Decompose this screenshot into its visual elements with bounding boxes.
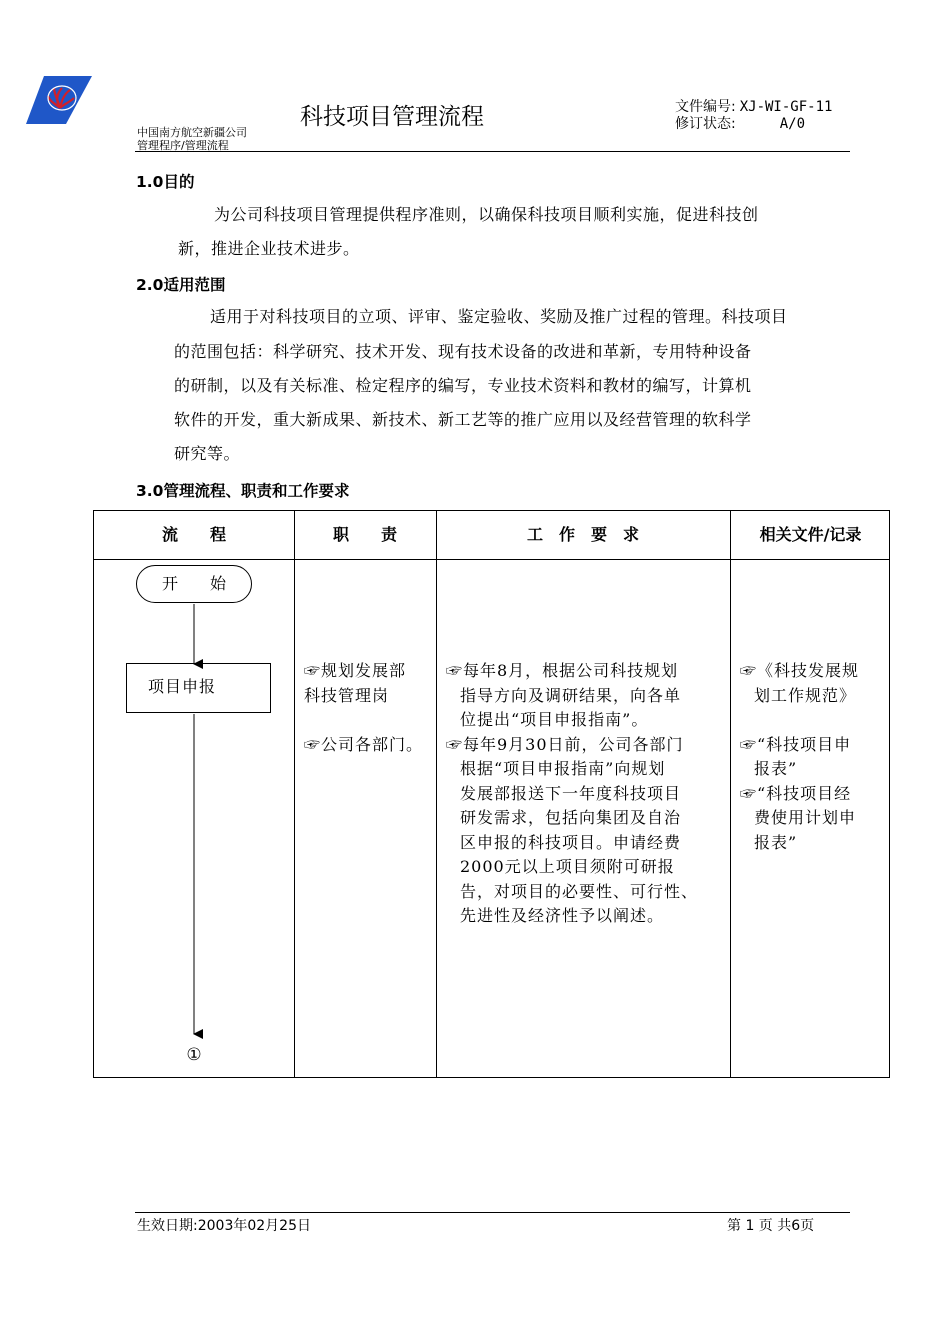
requirement-line: 位提出“项目申报指南”。: [460, 710, 649, 729]
page-title: 科技项目管理流程: [300, 104, 484, 130]
header-documents: 相关文件/记录: [759, 525, 862, 544]
flow-connector: ①: [186, 1045, 202, 1065]
document-line: ☞“科技项目经: [740, 783, 852, 803]
flowchart: [94, 560, 294, 1078]
doc-number-value: XJ-WI-GF-11: [739, 99, 833, 115]
document-line: 报表”: [754, 759, 798, 778]
revision-label: 修订状态:: [675, 116, 736, 132]
requirement-line: 2000元以上项目须附可研报: [460, 857, 675, 876]
flow-step-project-application: [126, 663, 271, 713]
flow-step-label: 项目申报: [148, 677, 217, 696]
document-line: 报表”: [754, 832, 798, 852]
requirement-line: 根据“项目申报指南”向规划: [460, 759, 666, 778]
duty-line: 科技管理岗: [304, 685, 390, 705]
section-3-heading: 3.0管理流程、职责和工作要求: [136, 482, 350, 500]
section-2-line-4: 软件的开发，重大新成果、新技术、新工艺等的推广应用以及经营管理的软科学: [174, 410, 752, 429]
column-divider-3: [730, 511, 731, 1077]
process-table: [93, 510, 890, 1078]
requirement-line: ☞每年9月30日前，公司各部门: [446, 734, 684, 754]
requirement-line: 告，对项目的必要性、可行性、: [460, 881, 699, 901]
document-line: [740, 708, 859, 733]
requirement-line: 先进性及经济性予以阐述。: [460, 906, 665, 925]
company-name: [137, 126, 247, 152]
duty-line: ☞公司各部门。: [304, 734, 424, 754]
document-line: 划工作规范》: [754, 685, 857, 705]
section-2-line-3: 的研制，以及有关标准、检定程序的编写，专业技术资料和教材的编写，计算机: [174, 376, 752, 395]
section-1-heading: 1.0目的: [136, 173, 195, 191]
requirement-line: 研发需求，包括向集团及自治: [460, 808, 682, 827]
documents-cell: [740, 659, 859, 855]
section-1-line-1: 为公司科技项目管理提供程序准则，以确保科技项目顺利实施，促进科技创: [214, 205, 759, 224]
flow-start-terminal: [136, 565, 252, 603]
section-2-line-5: 研究等。: [174, 444, 241, 463]
duty-line: [304, 708, 423, 733]
column-divider-1: [294, 511, 295, 1077]
section-1-line-2: 新，推进企业技术进步。: [178, 239, 360, 258]
company-line-2: 管理程序/管理流程: [137, 139, 229, 152]
column-divider-2: [436, 511, 437, 1077]
page-number: 第 1 页 共6页: [727, 1218, 815, 1234]
company-line-1: 中国南方航空新疆公司: [137, 126, 247, 139]
flow-start-label: 开 始: [161, 574, 226, 593]
header-divider: [135, 151, 850, 152]
requirement-line: 指导方向及调研结果，向各单: [460, 685, 682, 705]
document-meta: [675, 99, 832, 133]
footer-divider: [135, 1212, 850, 1213]
revision-value: A/0: [779, 116, 806, 132]
section-2-line-2: 的范围包括：科学研究、技术开发、现有技术设备的改进和革新，专用特种设备: [174, 342, 752, 361]
requirement-line: 发展部报送下一年度科技项目: [460, 783, 682, 803]
duty-line: ☞规划发展部: [304, 661, 407, 680]
effective-date: 生效日期:2003年02月25日: [137, 1218, 311, 1234]
doc-number-label: 文件编号:: [675, 99, 736, 115]
company-logo-icon: [26, 76, 92, 124]
section-2-heading: 2.0适用范围: [136, 276, 226, 294]
header-duty: 职 责: [332, 525, 397, 544]
requirement-line: ☞每年8月，根据公司科技规划: [446, 661, 679, 680]
header-flow: 流 程: [161, 525, 226, 544]
header-requirements: 工 作 要 求: [526, 525, 639, 544]
section-2-line-1: 适用于对科技项目的立项、评审、鉴定验收、奖励及推广过程的管理。科技项目: [210, 307, 788, 326]
document-line: ☞“科技项目申: [740, 734, 852, 754]
duty-cell: [304, 659, 423, 757]
requirement-line: 区申报的科技项目。申请经费: [460, 832, 682, 852]
document-line: 费使用计划申: [754, 808, 857, 827]
document-line: ☞《科技发展规: [740, 661, 860, 680]
requirements-cell: [446, 659, 698, 929]
